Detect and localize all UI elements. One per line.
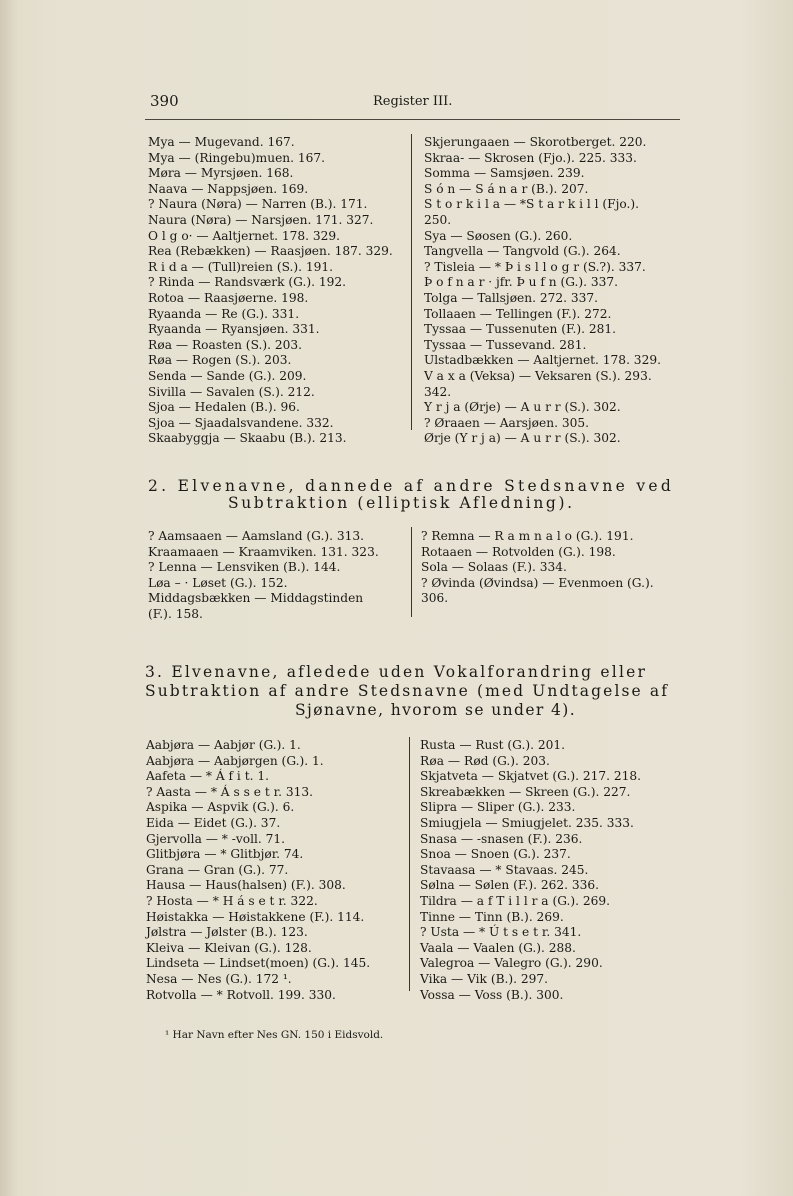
index-entry: ? Rinda — Randsværk (G.). 192. [148,275,346,290]
section3-left-column [146,738,370,1003]
section3-title-line3: Sjønavne, hvorom se under 4). [295,701,577,719]
section3-title-line2: Subtraktion af andre Stedsnavne (med Undtagelse af [145,682,670,700]
column-divider [411,527,412,617]
running-title: Register III. [373,94,453,109]
section2-title-line2: Subtraktion (elliptisk Afledning). [228,494,575,512]
section1-right-column [424,135,661,447]
index-entry: Sivilla — Savalen (S.). 212. [148,384,315,399]
index-entry: ? Aasta — * Á s s e t r. 313. [146,784,313,799]
index-entry: ? Hosta — * H á s e t r. 322. [146,893,318,908]
index-entry: Hausa — Haus(halsen) (F.). 308. [146,878,346,893]
index-entry: ? Tisleia — * Þ i s l l o g r (S.?). 337. [424,259,646,274]
index-entry: ? Øvinda (Øvindsa) — Evenmoen (G.). [421,575,654,590]
section3-title-line1: 3. Elvenavne, afledede uden Vokalforandring eller [145,663,648,681]
index-entry: ? Øraaen — Aarsjøen. 305. [424,415,589,430]
index-entry: O l g o· — Aaltjernet. 178. 329. [148,228,340,243]
index-entry: Lindseta — Lindset(moen) (G.). 145. [146,956,371,971]
index-entry: ? Usta — * Ú t s e t r. 341. [420,925,582,940]
index-entry: S ó n — S á n a r (B.). 207. [424,181,589,196]
index-entry: Røa — Rogen (S.). 203. [148,353,292,368]
index-entry: Tinne — Tinn (B.). 269. [420,909,564,924]
index-entry: Gjervolla — * -voll. 71. [146,831,286,846]
index-entry: Møra — Myrsjøen. 168. [148,166,294,181]
index-entry: Skjatveta — Skjatvet (G.). 217. 218. [420,769,641,784]
index-entry: Rusta — Rust (G.). 201. [420,738,565,752]
index-entry: ? Lenna — Lensviken (B.). 144. [148,560,341,575]
index-entry: Valegroa — Valegro (G.). 290. [420,956,603,971]
index-entry: Rotoa — Raasjøerne. 198. [148,290,309,305]
index-entry: Røa — Rød (G.). 203. [420,753,550,768]
index-entry: Tyssaa — Tussenuten (F.). 281. [424,322,617,337]
section1-left-column [148,135,393,447]
index-entry: (F.). 158. [148,606,203,621]
section3-right-column [420,738,641,1003]
index-entry: Þ o f n a r · jfr. Þ u f n (G.). 337. [424,275,619,290]
index-entry: Naava — Nappsjøen. 169. [148,181,309,196]
index-entry: R i d a — (Tull)reien (S.). 191. [148,259,334,274]
index-entry: Glitbjøra — * Glitbjør. 74. [146,847,304,862]
column-divider [411,134,412,430]
index-entry: Aabjøra — Aabjør (G.). 1. [146,738,301,752]
index-entry: Røa — Roasten (S.). 203. [148,337,302,352]
index-entry: Tyssaa — Tussevand. 281. [424,337,587,352]
index-entry: Ryaanda — Ryansjøen. 331. [148,322,320,337]
index-entry: Skjerungaaen — Skorotberget. 220. [424,135,647,149]
index-entry: Kleiva — Kleivan (G.). 128. [146,940,312,955]
index-entry: Vossa — Voss (B.). 300. [420,987,564,1002]
index-entry: Vaala — Vaalen (G.). 288. [420,940,576,955]
index-entry: Løa – · Løset (G.). 152. [148,575,288,590]
index-entry: Tolga — Tallsjøen. 272. 337. [424,290,598,305]
index-entry: Snasa — -snasen (F.). 236. [420,831,583,846]
index-entry: S t o r k i l a — *S t a r k i l l (Fjo.). [424,197,640,212]
index-entry: Mya — (Ringebu)muen. 167. [148,150,326,165]
column-divider [409,737,410,991]
section2-right-column [421,529,654,607]
index-entry: Ulstadbækken — Aaltjernet. 178. 329. [424,353,661,368]
index-entry: Sola — Solaas (F.). 334. [421,560,567,575]
index-entry: Naura (Nøra) — Narsjøen. 171. 327. [148,212,374,227]
index-entry: Somma — Samsjøen. 239. [424,166,585,181]
index-entry: Snoa — Snoen (G.). 237. [420,847,571,862]
index-entry: V a x a (Veksa) — Veksaren (S.). 293. [424,368,652,383]
index-entry: Tangvella — Tangvold (G.). 264. [424,244,621,259]
index-entry: Nesa — Nes (G.). 172 ¹. [146,971,292,986]
header-rule [145,119,680,120]
section2-title-line1: 2. Elvenavne, dannede af andre Stedsnavne ved [148,477,675,495]
index-entry: Smiugjela — Smiugjelet. 235. 333. [420,815,634,830]
index-entry: Høistakka — Høistakkene (F.). 114. [146,909,365,924]
index-entry: Sya — Søosen (G.). 260. [424,228,573,243]
index-entry: Sølna — Sølen (F.). 262. 336. [420,878,599,893]
index-entry: Tollaaen — Tellingen (F.). 272. [424,306,612,321]
index-entry: Vika — Vik (B.). 297. [420,971,549,986]
index-entry: 306. [421,591,449,606]
index-entry: Aabjøra — Aabjørgen (G.). 1. [146,753,324,768]
index-entry: Stavaasa — * Stavaas. 245. [420,862,589,877]
index-entry: Rea (Rebækken) — Raasjøen. 187. 329. [148,244,393,259]
page-number: 390 [150,92,179,110]
index-entry: Sjoa — Hedalen (B.). 96. [148,400,300,415]
index-entry: Ørje (Y r j a) — A u r r (S.). 302. [424,431,621,446]
index-entry: Grana — Gran (G.). 77. [146,862,289,877]
footnote: ¹ Har Navn efter Nes GN. 150 i Eidsvold. [165,1029,384,1041]
index-entry: Sjoa — Sjaadalsvandene. 332. [148,415,334,430]
index-entry: Tildra — a f T i l l r a (G.). 269. [420,893,611,908]
index-entry: Senda — Sande (G.). 209. [148,368,307,383]
index-entry: Skraa- — Skrosen (Fjo.). 225. 333. [424,150,637,165]
index-entry: 342. [424,384,452,399]
index-entry: Eida — Eidet (G.). 37. [146,815,281,830]
index-entry: Skreabækken — Skreen (G.). 227. [420,784,631,799]
index-entry: Ryaanda — Re (G.). 331. [148,306,300,321]
index-entry: Y r j a (Ørje) — A u r r (S.). 302. [424,400,621,415]
index-entry: Aspika — Aspvik (G.). 6. [146,800,295,815]
index-entry: Rotaaen — Rotvolden (G.). 198. [421,544,616,559]
index-entry: ? Remna — R a m n a l o (G.). 191. [421,529,634,543]
index-entry: ? Aamsaaen — Aamsland (G.). 313. [148,529,364,543]
index-entry: ? Naura (Nøra) — Narren (B.). 171. [148,197,368,212]
index-entry: Middagsbækken — Middagstinden [148,591,364,606]
section2-left-column [148,529,379,623]
index-entry: Skaabyggja — Skaabu (B.). 213. [148,431,347,446]
index-entry: Rotvolla — * Rotvoll. 199. 330. [146,987,336,1002]
index-entry: Mya — Mugevand. 167. [148,135,295,149]
index-entry: 250. [424,212,452,227]
index-entry: Slipra — Sliper (G.). 233. [420,800,576,815]
index-entry: Aafeta — * Á f i t. 1. [146,769,269,784]
index-entry: Jølstra — Jølster (B.). 123. [146,925,308,940]
index-entry: Kraamaaen — Kraamviken. 131. 323. [148,544,379,559]
